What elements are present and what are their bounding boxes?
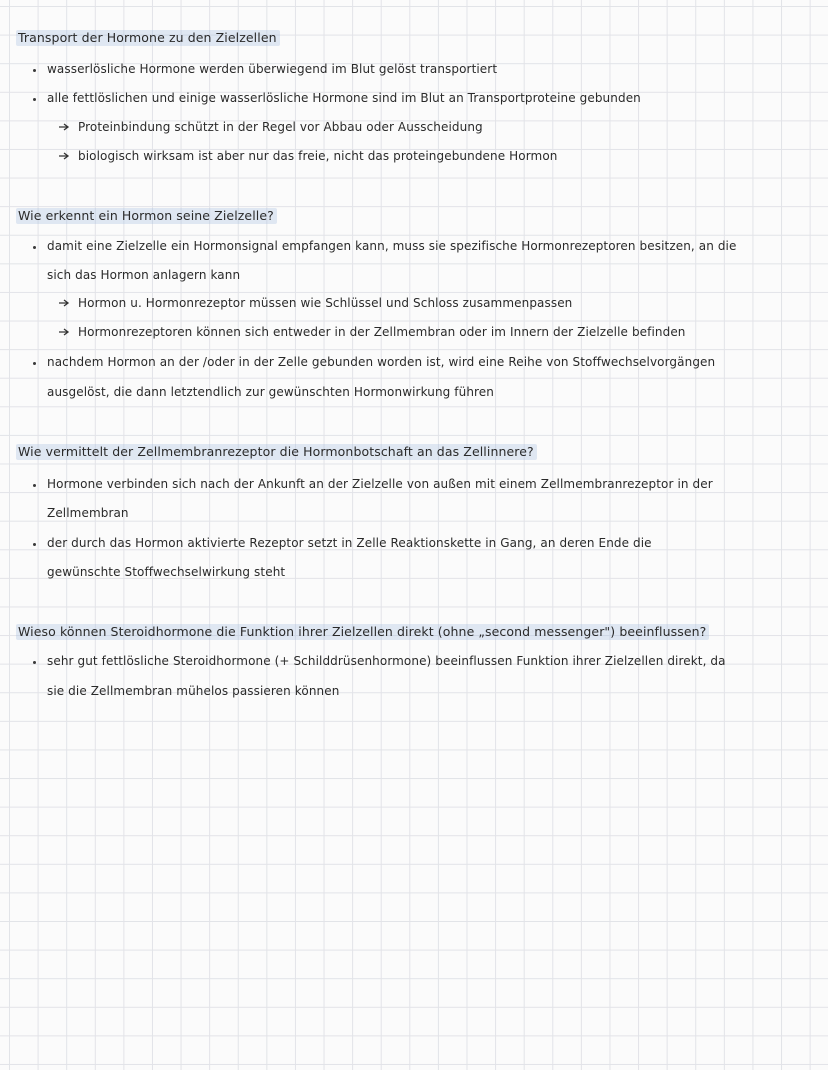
section-heading-steroidhormone: Wieso können Steroidhormone die Funktion ihrer Zielzellen direkt (ohne „second messenger") beeinflussen? [16, 624, 709, 640]
bullet-text-continued: ausgelöst, die dann letztendlich zur gewünschten Hormonwirkung führen [47, 385, 494, 399]
bullet-dot [33, 543, 36, 546]
bullet-text-continued: gewünschte Stoffwechselwirkung steht [47, 565, 286, 579]
arrow-right-icon [58, 298, 70, 308]
bullet-text-continued: sich das Hormon anlagern kann [47, 268, 241, 282]
bullet-text: der durch das Hormon aktivierte Rezeptor setzt in Zelle Reaktionskette in Gang, an deren Ende die [47, 536, 652, 550]
arrow-text: Proteinbindung schützt in der Regel vor Abbau oder Ausscheidung [78, 120, 483, 134]
bullet-text: alle fettlöslichen und einige wasserlösliche Hormone sind im Blut an Transportproteine gebunden [47, 91, 641, 105]
bullet-text-continued: Zellmembran [47, 506, 129, 520]
bullet-dot [33, 661, 36, 664]
arrow-right-icon [58, 122, 70, 132]
arrow-text: Hormonrezeptoren können sich entweder in der Zellmembran oder im Innern der Zielzelle befinden [78, 325, 686, 339]
bullet-dot [33, 484, 36, 487]
bullet-text: damit eine Zielzelle ein Hormonsignal empfangen kann, muss sie spezifische Hormonrezeptoren besitzen, an die [47, 239, 737, 253]
arrow-right-icon [58, 151, 70, 161]
bullet-text: wasserlösliche Hormone werden überwiegend im Blut gelöst transportiert [47, 62, 498, 76]
bullet-text: Hormone verbinden sich nach der Ankunft an der Zielzelle von außen mit einem Zellmembranrezeptor in der [47, 477, 713, 491]
arrow-text: Hormon u. Hormonrezeptor müssen wie Schlüssel und Schloss zusammenpassen [78, 296, 573, 310]
arrow-text: biologisch wirksam ist aber nur das freie, nicht das proteingebundene Hormon [78, 149, 558, 163]
bullet-dot [33, 98, 36, 101]
bullet-text: sehr gut fettlösliche Steroidhormone (+ Schilddrüsenhormone) beeinflussen Funktion ihrer Zielzellen direkt, da [47, 654, 726, 668]
section-heading-zellmembranrezeptor: Wie vermittelt der Zellmembranrezeptor die Hormonbotschaft an das Zellinnere? [16, 444, 537, 460]
bullet-text-continued: sie die Zellmembran mühelos passieren können [47, 684, 340, 698]
section-heading-zielzelle: Wie erkennt ein Hormon seine Zielzelle? [16, 208, 277, 224]
arrow-right-icon [58, 327, 70, 337]
section-heading-transport: Transport der Hormone zu den Zielzellen [16, 30, 280, 46]
bullet-dot [33, 246, 36, 249]
bullet-dot [33, 362, 36, 365]
bullet-text: nachdem Hormon an der /oder in der Zelle gebunden worden ist, wird eine Reihe von Stoffwechselvorgängen [47, 355, 716, 369]
bullet-dot [33, 69, 36, 72]
